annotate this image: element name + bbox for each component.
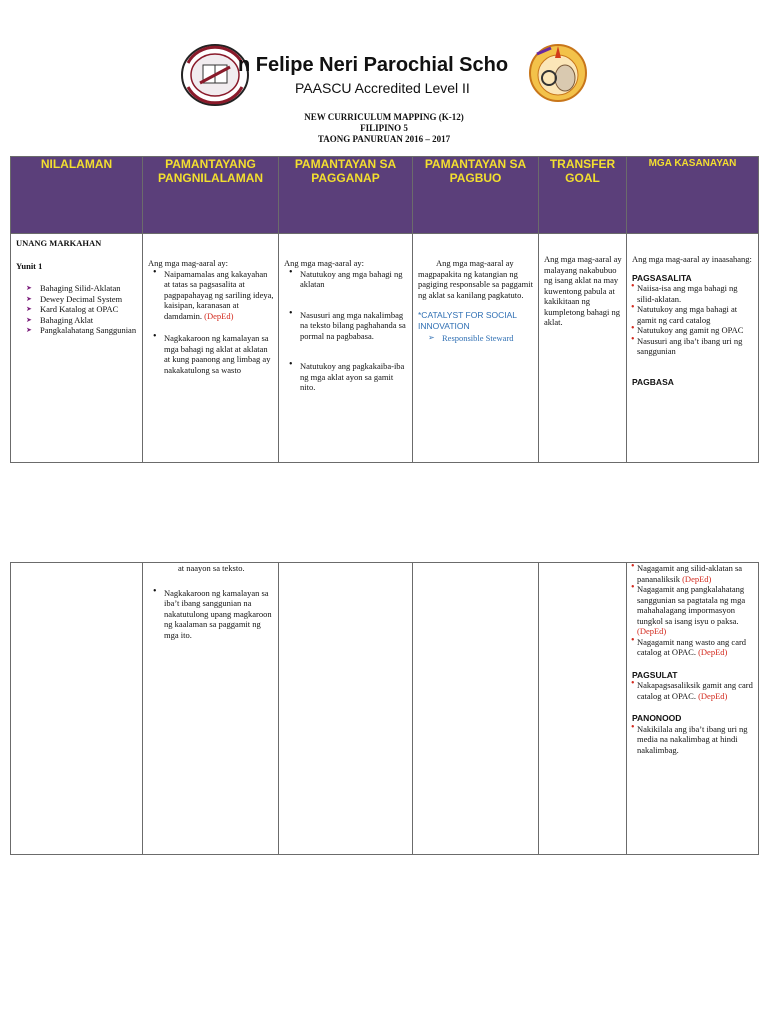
list-item: ➤ Kard Katalog at OPAC [26, 304, 138, 315]
list-item: ➢ Responsible Steward [418, 333, 534, 344]
list-item: • Nasusuri ang mga nakalimbag na teksto bilang paghahanda sa pormal na pagbabasa. [284, 310, 408, 342]
curriculum-map-table-page1 [10, 156, 759, 463]
list-item-text: Nakapagsasaliksik gamit ang card catalog at OPAC. [637, 680, 753, 701]
header-nilalaman: NILALAMAN [11, 157, 143, 234]
list-item [632, 680, 754, 701]
heading-pagsulat: PAGSULAT [632, 669, 678, 680]
list-item: • Natutukoy ang mga bahagi ng aklatan [284, 269, 408, 290]
list-item: • Natutukoy ang pagkakaiba-iba ng mga aklat ayon sa gamit nito. [284, 361, 408, 393]
list-item: ➤ Pangkalahatang Sanggunian [26, 325, 138, 336]
cell-pagganap-cont [279, 563, 413, 855]
cell-pangnilalaman-cont [143, 563, 279, 855]
pangnilalaman-continued: at naayon sa teksto. [178, 563, 245, 573]
list-item: • Nagkakaroon ng kamalayan sa mga bahagi ng aklat at aklatan at kung paanong ang limbag ay nakakatulong sa wasto [148, 333, 274, 375]
pagbuo-text: Ang mga mag-aaral ay magpapakita ng katangian ng pagiging responsable sa paggamit ng aklat sa kanilang pagkatuto. [418, 258, 533, 300]
quarter-label: UNANG MARKAHAN [16, 238, 102, 248]
school-year-title: TAONG PANURUAN 2016 – 2017 [317, 134, 451, 144]
curriculum-map-table-page2 [10, 562, 759, 855]
document-title: NEW CURRICULUM MAPPING (K-12) [304, 112, 464, 122]
list-item-text: Nagagamit ang silid-aklatan sa pananaliksik [637, 563, 743, 584]
deped-tag: (DepEd) [682, 573, 712, 584]
list-item: ➤ Dewey Decimal System [26, 294, 138, 305]
heading-panonood: PANONOOD [632, 713, 682, 723]
cell-kasanayan-cont [627, 563, 759, 855]
pangnilalaman-list-cont [148, 588, 274, 641]
subject-title: FILIPINO 5 [360, 123, 408, 133]
list-item [632, 637, 754, 658]
catalyst-list [418, 333, 534, 344]
topic-list [16, 283, 138, 336]
unit-label: Yunit 1 [16, 260, 43, 271]
pagbasa-list [632, 563, 754, 658]
list-item-text: Nagagamit nang wasto ang card catalog at OPAC. [637, 636, 747, 657]
deped-tag: (DepEd) [637, 626, 667, 636]
list-item-text: Nagagamit ang pangkalahatang sanggunian sa pagtatala ng mga mahahalagang impormasyon tungkol sa isang isyu o paksa. [637, 584, 746, 626]
pagsasalita-list [632, 283, 754, 357]
list-item [632, 584, 754, 637]
header-pamantayan-sa-pagbuo: PAMANTAYAN SA PAGBUO [413, 157, 539, 234]
list-item: • Nakikilala ang iba’t ibang uri ng media na nakalimbag at hindi nakalimbag. [632, 724, 754, 756]
pagganap-intro: Ang mga mag-aaral ay: [284, 258, 365, 268]
list-item [632, 563, 754, 584]
list-item: • Nagkakaroon ng kamalayan sa iba’t ibang sanggunian na nakatutulong upang magkaroon ng kaalaman sa paggamit ng mga ito. [148, 588, 274, 641]
deped-tag: (DepEd) [698, 690, 728, 701]
cell-pamantayang-pangnilalaman [143, 234, 279, 463]
pagsulat-list [632, 680, 754, 701]
kasanayan-intro: Ang mga mag-aaral ay inaasahang: [632, 254, 752, 264]
pangnilalaman-list [148, 269, 274, 376]
cell-mga-kasanayan [627, 234, 759, 463]
school-name: n Felipe Neri Parochial Scho [238, 54, 509, 76]
header-transfer-goal: TRANSFER GOAL [539, 157, 627, 234]
header-pamantayan-sa-pagganap: PAMANTAYAN SA PAGGANAP [279, 157, 413, 234]
cell-nilalaman-cont [11, 563, 143, 855]
cell-transfer-goal [539, 234, 627, 463]
list-item: • Natutukoy ang mga bahagi at gamit ng card catalog [632, 304, 754, 325]
cell-pagbuo-cont [413, 563, 539, 855]
list-item [148, 269, 274, 322]
cell-pamantayan-sa-pagganap [279, 234, 413, 463]
pangnilalaman-intro: Ang mga mag-aaral ay: [148, 258, 229, 268]
header-pamantayang-pangnilalaman: PAMANTAYANG PANGNILALAMAN [143, 157, 279, 234]
heading-pagbasa: PAGBASA [632, 376, 674, 387]
list-item: ➤ Bahaging Aklat [26, 315, 138, 326]
catalyst-label: *CATALYST FOR SOCIAL INNOVATION [418, 310, 517, 331]
list-item: ➤ Bahaging Silid-Aklatan [26, 283, 138, 294]
header-mga-kasanayan: MGA KASANAYAN [627, 157, 759, 234]
deped-tag: (DepEd) [698, 647, 728, 657]
anniversary-logo [527, 42, 589, 104]
list-item: • Nasusuri ang iba’t ibang uri ng sanggunian [632, 336, 754, 357]
heading-pagsasalita: PAGSASALITA [632, 272, 692, 283]
transfer-goal-text: Ang mga mag-aaral ay malayang nakabubuo ng isang aklat na may kuwentong pabula at kakikitaan ng kumpletong bahagi ng aklat. [544, 254, 622, 327]
list-item: • Naiisa-isa ang mga bahagi ng silid-aklatan. [632, 283, 754, 304]
cell-pamantayan-sa-pagbuo [413, 234, 539, 463]
cell-transfer-cont [539, 563, 627, 855]
deped-tag: (DepEd) [204, 310, 234, 321]
cell-nilalaman [11, 234, 143, 463]
pagganap-list [284, 269, 408, 393]
list-item: • Natutukoy ang gamit ng OPAC [632, 325, 754, 336]
list-item-text: Naipamamalas ang kakayahan at tatas sa pagsasalita at pagpapahayag ng sariling ideya, kaisipan, karanasan at damdamin. [164, 268, 274, 321]
accreditation-text: PAASCU Accredited Level II [295, 80, 470, 96]
panonood-list [632, 724, 754, 756]
